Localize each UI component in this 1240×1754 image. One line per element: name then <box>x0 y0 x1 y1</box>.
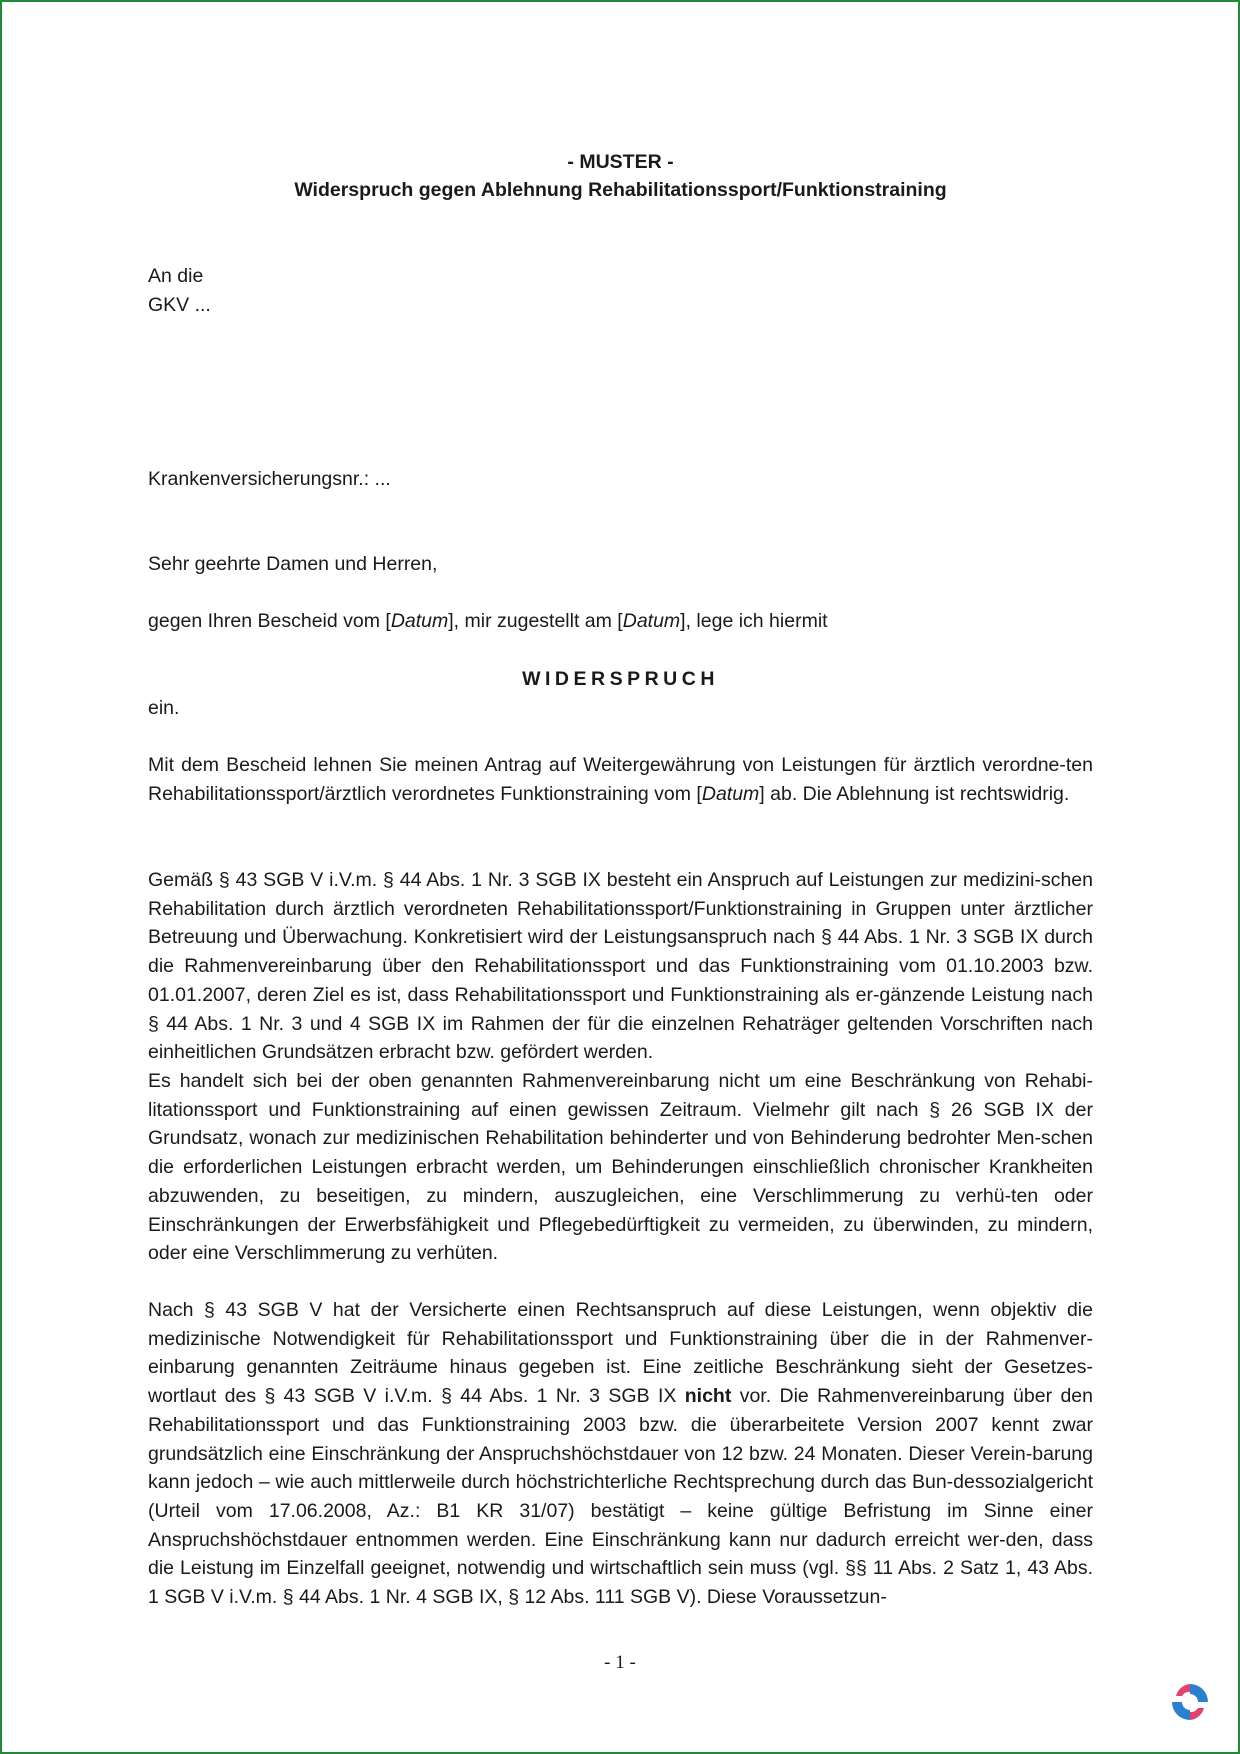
intro-text-1: gegen Ihren Bescheid vom [ <box>148 610 391 632</box>
title-muster: - MUSTER - <box>567 151 674 173</box>
intro-datum-1: Datum <box>390 610 449 632</box>
para1-text-2: ] ab. Die Ablehnung ist rechtswidrig. <box>759 782 1070 805</box>
para4-bold-nicht: nicht <box>684 1385 732 1408</box>
title-subject: Widerspruch gegen Ablehnung Rehabilitationssport/Funktionstraining <box>294 179 947 201</box>
recipient-address <box>148 262 1093 319</box>
page-number: - 1 - <box>604 1652 636 1673</box>
insurance-number: Krankenversicherungsnr.: ... <box>148 468 391 490</box>
ein-text: ein. <box>148 697 180 719</box>
intro-datum-2: Datum <box>622 610 681 632</box>
brand-logo-icon <box>1168 1680 1212 1724</box>
paragraph-4 <box>148 1296 1093 1612</box>
intro-text-3: ], lege ich hiermit <box>680 610 828 632</box>
widerspruch-heading: WIDERSPRUCH <box>522 668 719 690</box>
para1-text-1: Mit dem Bescheid lehnen Sie meinen Antrag auf Weitergewährung von Leistungen für ärztlich verordne-ten Rehabilitationssport/ärztlich verordnetes Funktionstraining vom [ <box>148 754 1093 805</box>
para4-text-1: Nach § 43 SGB V hat der Versicherte einen Rechtsanspruch auf diese Leistungen, wenn objektiv die medizinische Notwendigkeit für Rehabilitationssport und Funktionstraining über die in der Rahmenver-einbarung genannten Zeiträume hinaus gegeben ist. Eine zeitliche Beschränkung sieht der Gesetzes-wortlaut des § 43 SGB V i.V.m. § 44 Abs. 1 Nr. 3 SGB IX <box>148 1299 1093 1408</box>
paragraph-1 <box>148 751 1093 808</box>
address-line-1: An die <box>148 265 204 287</box>
para4-text-2: vor. Die Rahmenvereinbarung über den Rehabilitationssport und das Funktionstraining 2003 bzw. die überarbeitete Version 2007 kennt zwar grundsätzlich eine Einschränkung der Anspruchshöchstdauer von 12 bzw. 24 Monaten. Dieser Verein-barung kann jedoch – wie auch mittlerweile durch höchstrichterliche Rechtsprechung durch das Bun-dessozialgericht (Urteil vom 17.06.2008, Az.: B1 KR 31/07) bestätigt – keine gültige Befristung im Sinne einer Anspruchshöchstdauer entnommen werden. Eine Einschränkung kann nur dadurch erreicht wer-den, dass die Leistung im Einzelfall geeignet, notwendig und wirtschaftlich sein muss (vgl. §§ 11 Abs. 2 Satz 1, 43 Abs. 1 SGB V i.V.m. § 44 Abs. 1 Nr. 4 SGB IX, § 12 Abs. 111 SGB V). Diese Voraussetzun- <box>148 1385 1093 1609</box>
intro-text-2: ], mir zugestellt am [ <box>448 610 623 632</box>
document-title <box>148 148 1093 204</box>
para1-datum: Datum <box>701 782 760 805</box>
salutation: Sehr geehrte Damen und Herren, <box>148 553 438 575</box>
paragraph-3: Es handelt sich bei der oben genannten Rahmenvereinbarung nicht um eine Beschränkung von Rehabi-litationssport und Funktionstraining auf einen gewissen Zeitraum. Vielmehr gilt nach § 26 SGB IX der Grundsatz, wonach zur medizinischen Rehabilitation behinderter und von Behinderung bedrohter Men-schen die erforderlichen Leistungen erbracht werden, um Behinderungen einschließlich chronischer Krankheiten abzuwenden, zu beseitigen, zu mindern, auszugleichen, eine Verschlimmerung zu verhü-ten oder Einschränkungen der Erwerbsfähigkeit und Pflegebedürftigkeit zu vermeiden, zu überwinden, zu mindern, oder eine Verschlimmerung zu verhüten. <box>148 1070 1093 1265</box>
intro-sentence <box>148 607 1093 636</box>
paragraph-2: Gemäß § 43 SGB V i.V.m. § 44 Abs. 1 Nr. 3 SGB IX besteht ein Anspruch auf Leistungen zur medizini-schen Rehabilitation durch ärztlich verordneten Rehabilitationssport/Funktionstraining in Gruppen unter ärztlicher Betreuung und Überwachung. Konkretisiert wird der Leistungsanspruch nach § 44 Abs. 1 Nr. 3 SGB IX durch die Rahmenvereinbarung über den Rehabilitationssport und das Funktionstraining vom 01.10.2003 bzw. 01.01.2007, deren Ziel es ist, dass Rehabilitationssport und Funktionstraining als er-gänzende Leistung nach § 44 Abs. 1 Nr. 3 und 4 SGB IX im Rahmen der für die einzelnen Rehaträger geltenden Vorschriften nach einheitlichen Grundsätzen erbracht bzw. gefördert werden. <box>148 869 1093 1064</box>
address-line-2: GKV ... <box>148 293 211 316</box>
